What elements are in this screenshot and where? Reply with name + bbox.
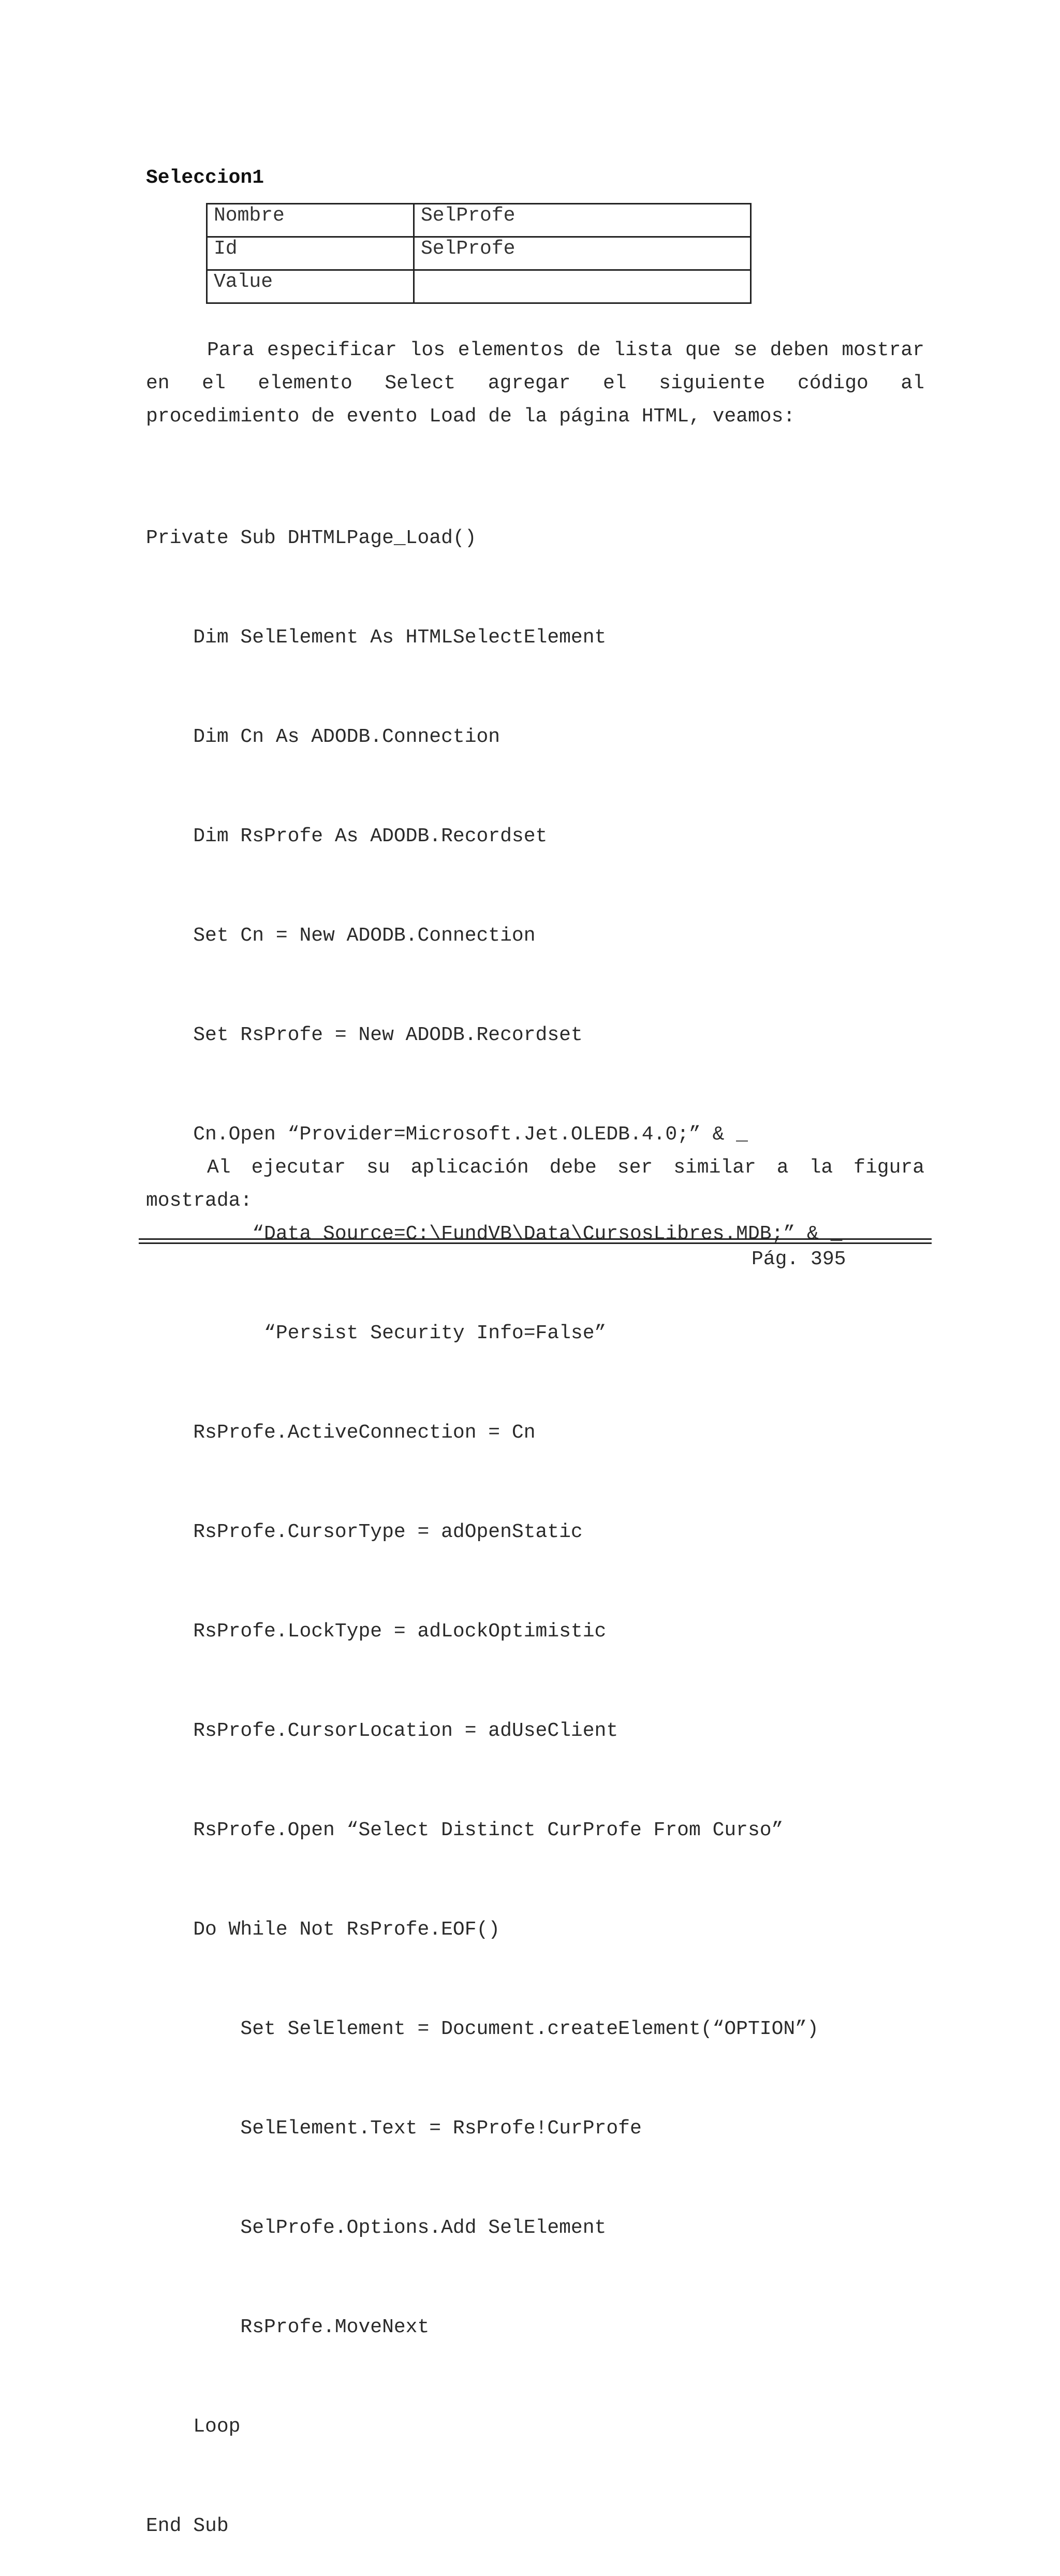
property-name-cell: Id bbox=[207, 237, 414, 270]
code-line: Do While Not RsProfe.EOF() bbox=[146, 1919, 500, 1941]
code-line: Dim RsProfe As ADODB.Recordset bbox=[146, 825, 548, 847]
property-value-cell: SelProfe bbox=[414, 204, 751, 237]
code-line: Dim SelElement As HTMLSelectElement bbox=[146, 626, 607, 649]
property-name-cell: Value bbox=[207, 270, 414, 303]
outro-paragraph bbox=[146, 1151, 924, 1218]
table-row bbox=[207, 204, 751, 237]
code-listing bbox=[146, 456, 842, 2576]
property-value-cell: SelProfe bbox=[414, 237, 751, 270]
section-heading: Seleccion1 bbox=[146, 167, 264, 189]
page-number: Pág. 395 bbox=[752, 1248, 846, 1270]
code-line: Set Cn = New ADODB.Connection bbox=[146, 925, 536, 947]
code-line: SelProfe.Options.Add SelElement bbox=[146, 2217, 607, 2239]
code-line: Loop bbox=[146, 2416, 241, 2438]
code-line: RsProfe.Open “Select Distinct CurProfe From Curso” bbox=[146, 1819, 784, 1841]
code-line: RsProfe.ActiveConnection = Cn bbox=[146, 1422, 536, 1444]
outro-text: Al ejecutar su aplicación debe ser similar a la figura mostrada: bbox=[146, 1157, 924, 1212]
code-line: RsProfe.MoveNext bbox=[146, 2316, 430, 2338]
code-line: SelElement.Text = RsProfe!CurProfe bbox=[146, 2117, 642, 2140]
code-line: Dim Cn As ADODB.Connection bbox=[146, 726, 500, 748]
table-row bbox=[207, 237, 751, 270]
code-line: RsProfe.LockType = adLockOptimistic bbox=[146, 1620, 607, 1643]
footer-rule bbox=[139, 1238, 932, 1240]
code-line: Cn.Open “Provider=Microsoft.Jet.OLEDB.4.0;” & _ bbox=[146, 1123, 748, 1146]
property-name-cell: Nombre bbox=[207, 204, 414, 237]
code-line: End Sub bbox=[146, 2515, 229, 2537]
code-line: RsProfe.CursorType = adOpenStatic bbox=[146, 1521, 583, 1543]
intro-paragraph bbox=[146, 334, 924, 433]
code-line: RsProfe.CursorLocation = adUseClient bbox=[146, 1720, 619, 1742]
code-line: “Data Source=C:\FundVB\Data\CursosLibres.MDB;” & _ bbox=[146, 1223, 843, 1245]
code-line: Set SelElement = Document.createElement(“OPTION”) bbox=[146, 2018, 819, 2040]
property-value-cell bbox=[414, 270, 751, 303]
code-line: Set RsProfe = New ADODB.Recordset bbox=[146, 1024, 583, 1046]
code-line: Private Sub DHTMLPage_Load() bbox=[146, 527, 477, 549]
intro-text: Para especificar los elementos de lista que se deben mostrar en el elemento Select agregar el siguiente código al procedimiento de evento Load de la página HTML, veamos: bbox=[146, 339, 924, 428]
code-line: “Persist Security Info=False” bbox=[146, 1322, 607, 1344]
table-row bbox=[207, 270, 751, 303]
footer-rule bbox=[139, 1242, 932, 1244]
properties-table bbox=[206, 203, 752, 304]
